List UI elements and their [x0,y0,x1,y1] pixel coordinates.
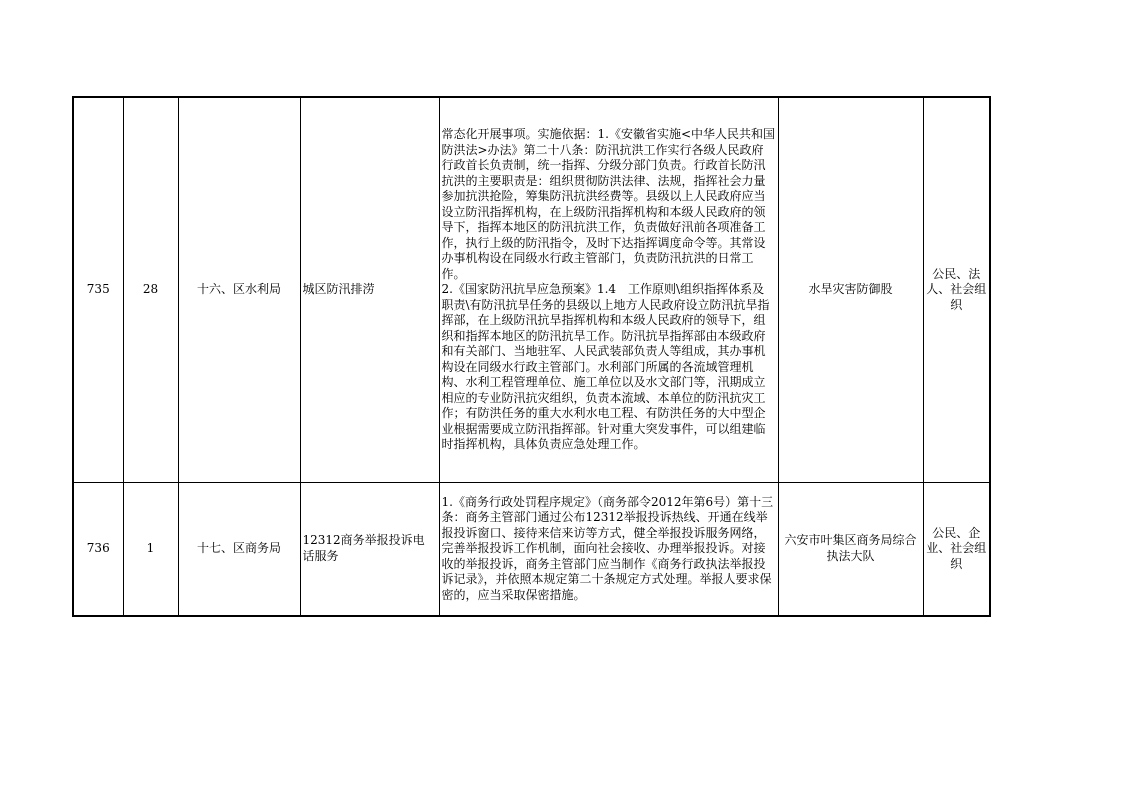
table-row [73,482,990,616]
item-name-cell: 城区防汛排涝 [300,97,439,482]
responsible-unit-cell: 六安市叶集区商务局综合执法大队 [778,482,923,616]
row-index-cell: 736 [73,482,123,616]
service-target-cell: 公民、法人、社会组织 [923,97,990,482]
table-row [73,97,990,482]
row-sub-index-cell: 28 [123,97,178,482]
row-sub-index-cell: 1 [123,482,178,616]
row-index-cell: 735 [73,97,123,482]
responsible-unit-cell: 水旱灾害防御股 [778,97,923,482]
basis-cell: 1.《商务行政处罚程序规定》（商务部令2012年第6号）第十三条：商务主管部门通过公布12312举报投诉热线、开通在线举报投诉窗口、接待来信来访等方式，健全举报投诉服务网络，完善举报投诉工作机制，面向社会接收、办理举报投诉。对接收的举报投诉，商务主管部门应当制作《商务行政执法举报投诉记录》，并依照本规定第二十条规定方式处理。举报人要求保密的，应当采取保密措施。 [439,482,778,616]
service-items-table [72,96,991,617]
basis-cell: 常态化开展事项。实施依据：1.《安徽省实施<中华人民共和国防洪法>办法》第二十八条：防汛抗洪工作实行各级人民政府行政首长负责制，统一指挥、分级分部门负责。行政首长防汛抗洪的主要职责是：组织贯彻防洪法律、法规，指挥社会力量参加抗洪抢险，筹集防汛抗洪经费等。县级以上人民政府应当设立防汛指挥机构，在上级防汛指挥机构和本级人民政府的领导下，指挥本地区的防汛抗洪工作，负责做好汛前各项准备工作，执行上级的防汛指令，及时下达指挥调度命令等。其常设办事机构设在同级水行政主管部门，负责防汛抗洪的日常工作。 2.《国家防汛抗旱应急预案》1.4 工作原则\组织指挥体系及职责\有防汛抗旱任务的县级以上地方人民政府设立防汛抗旱指挥部，在上级防汛抗旱指挥机构和本级人民政府的领导下，组织和指挥本地区的防汛抗旱工作。防汛抗旱指挥部由本级政府和有关部门、当地驻军、人民武装部负责人等组成，其办事机构设在同级水行政主管部门。水利部门所属的各流域管理机构、水利工程管理单位、施工单位以及水文部门等，汛期成立相应的专业防汛抗灾组织，负责本流域、本单位的防汛抗灾工作；有防洪任务的重大水利水电工程、有防洪任务的大中型企业根据需要成立防汛指挥部。针对重大突发事件，可以组建临时指挥机构，具体负责应急处理工作。 [439,97,778,482]
item-name-cell: 12312商务举报投诉电话服务 [300,482,439,616]
service-target-cell: 公民、企业、社会组织 [923,482,990,616]
department-cell: 十七、区商务局 [178,482,300,616]
department-cell: 十六、区水利局 [178,97,300,482]
